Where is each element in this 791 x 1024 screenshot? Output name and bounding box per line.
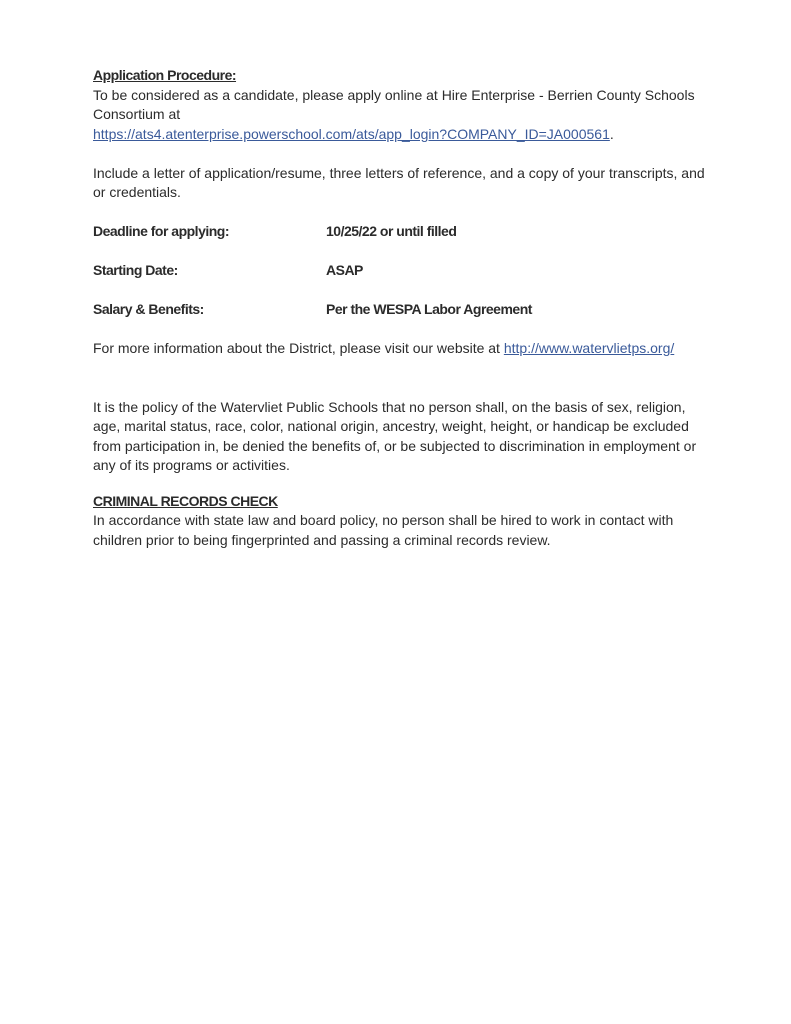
detail-row-salary (93, 300, 705, 320)
criminal-records-text: In accordance with state law and board policy, no person shall be hired to work in contact with children prior to being fingerprinted and passing a criminal records review. (93, 512, 674, 548)
detail-label: Salary & Benefits: (93, 301, 204, 317)
application-heading: Application Procedure: (93, 67, 237, 83)
application-link-line (93, 125, 705, 145)
application-intro: To be considered as a candidate, please apply online at Hire Enterprise - Berrien County Schools Consortium at (93, 86, 695, 122)
more-info-text: For more information about the District, please visit our website at (93, 340, 504, 356)
application-link[interactable]: https://ats4.atenterprise.powerschool.com/ats/app_login?COMPANY_ID=JA000561 (93, 125, 610, 142)
detail-value: 10/25/22 or until filled (326, 223, 457, 239)
criminal-records-heading: CRIMINAL RECORDS CHECK (93, 492, 278, 509)
detail-value: ASAP (326, 262, 363, 278)
detail-label: Deadline for applying: (93, 223, 230, 239)
more-info-line (93, 339, 705, 359)
detail-row-starting-date (93, 261, 705, 281)
application-link-suffix: . (609, 125, 614, 142)
detail-value: Per the WESPA Labor Agreement (326, 301, 532, 317)
document-content (93, 66, 705, 550)
district-website-link[interactable]: http://www.watervlietps.org/ (503, 340, 675, 356)
nondiscrimination-policy: It is the policy of the Watervliet Public Schools that no person shall, on the basis of sex, religion, age, marital status, race, color, national origin, ancestry, weight, height, or handicap be excluded from participation in, be denied the benefits of, or be subjected to discrimination in employment or any of its programs or activities. (93, 398, 697, 473)
include-text: Include a letter of application/resume, three letters of reference, and a copy of your transcripts, and or credentials. (93, 164, 705, 200)
detail-label: Starting Date: (93, 262, 178, 278)
detail-row-deadline (93, 222, 705, 242)
